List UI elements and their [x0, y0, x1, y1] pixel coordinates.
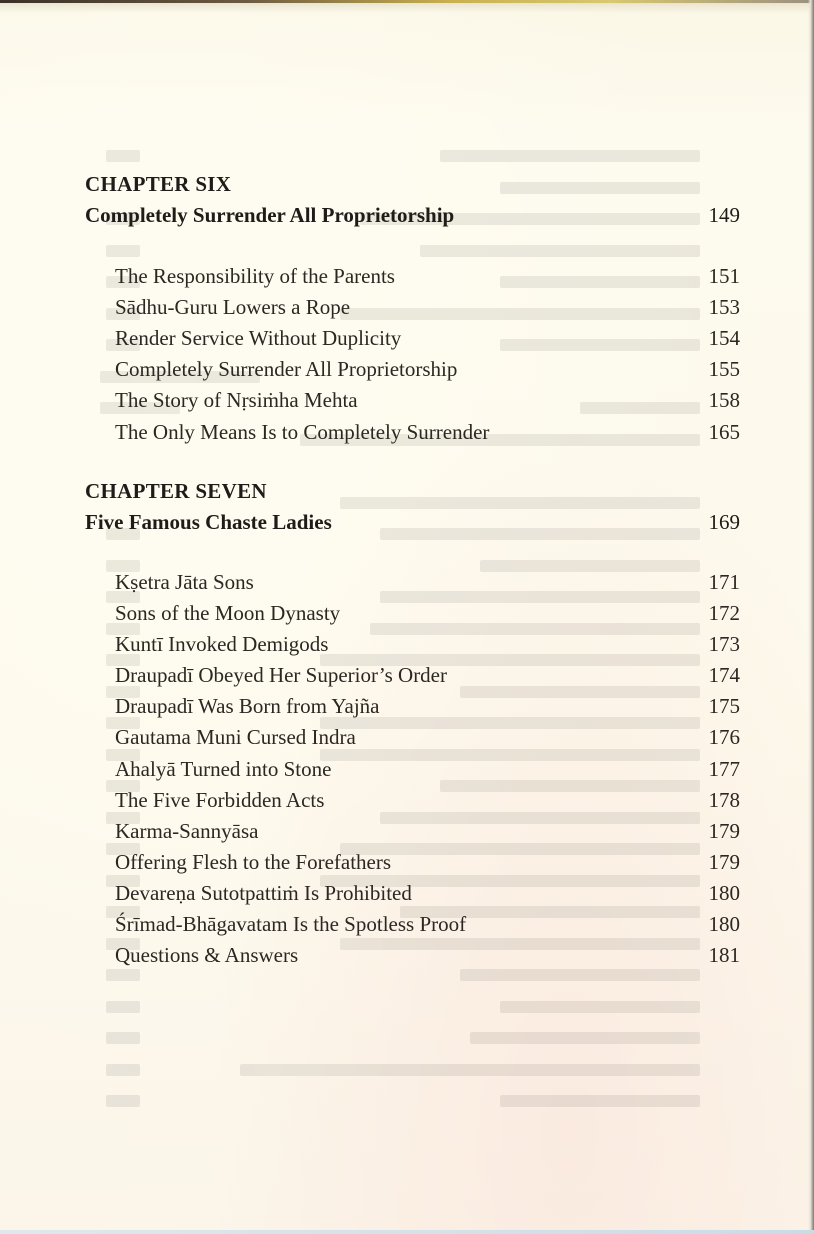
page-number: 174: [708, 663, 740, 687]
page-number: 155: [708, 357, 740, 381]
page-number: 153: [708, 295, 740, 319]
section-title: Devareṇa Sutotpattiṁ Is Prohibited: [115, 881, 412, 905]
page-number: 151: [708, 264, 740, 288]
page-number: 154: [708, 326, 740, 350]
section-entry: [0, 941, 814, 969]
section-title: The Story of Nṛsiṁha Mehta: [115, 388, 358, 412]
chapter-label: CHAPTER SIX: [85, 172, 232, 196]
section-title: Kṣetra Jāta Sons: [115, 570, 254, 594]
section-entry: [0, 910, 814, 938]
section-title: The Responsibility of the Parents: [115, 264, 395, 288]
section-title: Render Service Without Duplicity: [115, 326, 402, 350]
section-entry: [0, 386, 814, 414]
page-number: 171: [708, 570, 740, 594]
page-number: 179: [708, 819, 740, 843]
page-number: 180: [708, 881, 740, 905]
chapter-title-entry: [0, 201, 814, 229]
chapter-label: CHAPTER SEVEN: [85, 479, 267, 503]
page-number: 172: [708, 601, 740, 625]
section-title: Questions & Answers: [115, 943, 299, 967]
section-entry: [0, 262, 814, 290]
section-entry: [0, 568, 814, 596]
page-number: 173: [708, 632, 740, 656]
section-title: The Only Means Is to Completely Surrender: [115, 420, 490, 444]
page-number: 176: [708, 725, 740, 749]
page-number: 169: [708, 510, 740, 534]
section-title: Completely Surrender All Proprietorship: [115, 357, 458, 381]
page-number: 165: [708, 420, 740, 444]
section-entry: [0, 661, 814, 689]
section-entry: [0, 418, 814, 446]
section-entry: [0, 723, 814, 751]
section-entry: [0, 848, 814, 876]
section-entry: [0, 630, 814, 658]
section-title: The Five Forbidden Acts: [115, 788, 325, 812]
page-number: 178: [708, 788, 740, 812]
section-title: Ahalyā Turned into Stone: [115, 757, 332, 781]
section-title: Gautama Muni Cursed Indra: [115, 725, 356, 749]
scan-top-shadow: [0, 3, 814, 13]
section-title: Kuntī Invoked Demigods: [115, 632, 329, 656]
section-title: Offering Flesh to the Forefathers: [115, 850, 392, 874]
section-title: Śrīmad-Bhāgavatam Is the Spotless Proof: [115, 912, 467, 936]
chapter-title: Five Famous Chaste Ladies: [85, 510, 332, 534]
section-title: Sons of the Moon Dynasty: [115, 601, 341, 625]
page-number: 158: [708, 388, 740, 412]
section-title: Draupadī Was Born from Yajña: [115, 694, 380, 718]
section-title: Karma-Sannyāsa: [115, 819, 259, 843]
section-entry: [0, 755, 814, 783]
section-entry: [0, 817, 814, 845]
chapter-title: Completely Surrender All Proprietorship: [85, 203, 455, 227]
page-number: 149: [708, 203, 740, 227]
section-entry: [0, 355, 814, 383]
section-entry: [0, 324, 814, 352]
page-number: 180: [708, 912, 740, 936]
page-number: 177: [708, 757, 740, 781]
page-number: 175: [708, 694, 740, 718]
section-entry: [0, 293, 814, 321]
section-title: Draupadī Obeyed Her Superior’s Order: [115, 663, 448, 687]
scan-bottom-edge: [0, 1230, 814, 1234]
section-title: Sādhu-Guru Lowers a Rope: [115, 295, 351, 319]
section-entry: [0, 786, 814, 814]
page-number: 181: [708, 943, 740, 967]
section-entry: [0, 599, 814, 627]
section-entry: [0, 879, 814, 907]
chapter-title-entry: [0, 508, 814, 536]
section-entry: [0, 692, 814, 720]
page-number: 179: [708, 850, 740, 874]
